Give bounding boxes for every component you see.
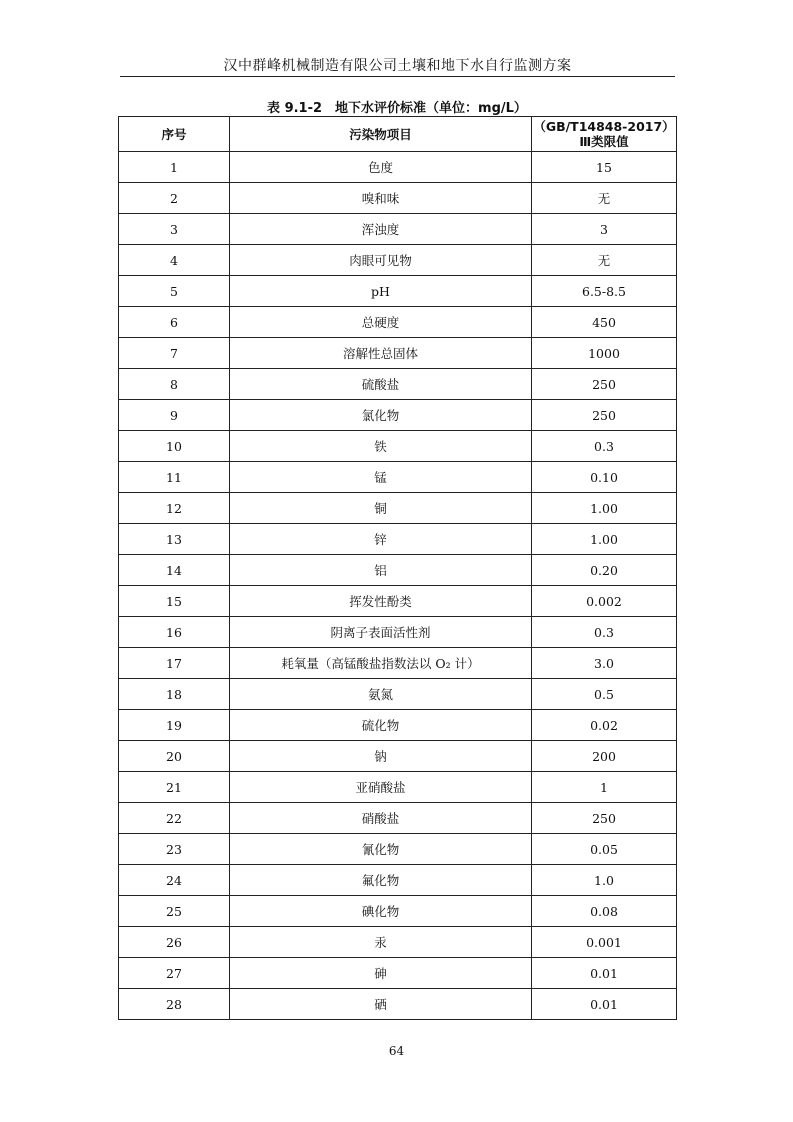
cell-limit: 250: [532, 803, 677, 834]
cell-index: 11: [119, 462, 230, 493]
cell-limit: 0.3: [532, 617, 677, 648]
cell-item: 铁: [230, 431, 532, 462]
table-row: [119, 338, 677, 369]
cell-item: 耗氧量（高锰酸盐指数法以 O₂ 计）: [230, 648, 532, 679]
cell-index: 13: [119, 524, 230, 555]
cell-limit: 0.01: [532, 989, 677, 1020]
cell-limit: 250: [532, 369, 677, 400]
cell-index: 19: [119, 710, 230, 741]
cell-index: 4: [119, 245, 230, 276]
cell-index: 22: [119, 803, 230, 834]
column-header-item: 污染物项目: [230, 117, 532, 152]
table-row: [119, 803, 677, 834]
cell-item: 铝: [230, 555, 532, 586]
cell-index: 21: [119, 772, 230, 803]
table-row: [119, 958, 677, 989]
cell-item: 砷: [230, 958, 532, 989]
cell-item: 肉眼可见物: [230, 245, 532, 276]
cell-index: 10: [119, 431, 230, 462]
table-row: [119, 834, 677, 865]
table-row: [119, 245, 677, 276]
cell-limit: 1.00: [532, 493, 677, 524]
cell-index: 14: [119, 555, 230, 586]
cell-limit: 0.002: [532, 586, 677, 617]
cell-item: 阴离子表面活性剂: [230, 617, 532, 648]
cell-item: 锰: [230, 462, 532, 493]
cell-limit: 0.01: [532, 958, 677, 989]
cell-item: 硫化物: [230, 710, 532, 741]
table-row: [119, 927, 677, 958]
cell-index: 8: [119, 369, 230, 400]
cell-index: 16: [119, 617, 230, 648]
table-row: [119, 772, 677, 803]
cell-item: 嗅和味: [230, 183, 532, 214]
table-row: [119, 679, 677, 710]
table-row: [119, 214, 677, 245]
cell-item: 硒: [230, 989, 532, 1020]
cell-item: 氟化物: [230, 865, 532, 896]
table-row: [119, 183, 677, 214]
table-row: [119, 462, 677, 493]
table-row: [119, 493, 677, 524]
cell-limit: 1.00: [532, 524, 677, 555]
cell-item: 色度: [230, 152, 532, 183]
table-caption: 表 9.1-2 地下水评价标准（单位：mg/L）: [267, 101, 527, 116]
cell-limit: 0.05: [532, 834, 677, 865]
cell-limit: 0.10: [532, 462, 677, 493]
cell-limit: 1: [532, 772, 677, 803]
page-number: 64: [388, 1044, 405, 1058]
cell-item: 挥发性酚类: [230, 586, 532, 617]
cell-item: 硫酸盐: [230, 369, 532, 400]
table-row: [119, 989, 677, 1020]
cell-index: 20: [119, 741, 230, 772]
cell-limit: 450: [532, 307, 677, 338]
cell-index: 12: [119, 493, 230, 524]
cell-limit: 6.5-8.5: [532, 276, 677, 307]
cell-limit: 3.0: [532, 648, 677, 679]
cell-index: 25: [119, 896, 230, 927]
cell-item: 氰化物: [230, 834, 532, 865]
cell-index: 2: [119, 183, 230, 214]
table-row: [119, 648, 677, 679]
column-header-limit-class: Ⅲ类限值: [579, 134, 629, 149]
cell-index: 24: [119, 865, 230, 896]
cell-limit: 无: [532, 245, 677, 276]
table-body: [119, 152, 677, 1020]
cell-limit: 15: [532, 152, 677, 183]
cell-limit: 250: [532, 400, 677, 431]
cell-limit: 3: [532, 214, 677, 245]
cell-item: 碘化物: [230, 896, 532, 927]
cell-limit: 200: [532, 741, 677, 772]
cell-item: 硝酸盐: [230, 803, 532, 834]
column-header-limit: [532, 117, 677, 152]
cell-limit: 1.0: [532, 865, 677, 896]
table-row: [119, 369, 677, 400]
cell-index: 17: [119, 648, 230, 679]
cell-index: 5: [119, 276, 230, 307]
running-header: 汉中群峰机械制造有限公司土壤和地下水自行监测方案: [223, 58, 572, 74]
cell-limit: 0.08: [532, 896, 677, 927]
cell-item: 氯化物: [230, 400, 532, 431]
cell-item: 总硬度: [230, 307, 532, 338]
cell-limit: 0.02: [532, 710, 677, 741]
table-row: [119, 524, 677, 555]
cell-limit: 0.001: [532, 927, 677, 958]
table-row: [119, 555, 677, 586]
cell-limit: 0.5: [532, 679, 677, 710]
cell-item: 铜: [230, 493, 532, 524]
cell-item: 汞: [230, 927, 532, 958]
cell-item: 溶解性总固体: [230, 338, 532, 369]
cell-item: pH: [230, 276, 532, 307]
header-rule: [120, 76, 675, 77]
table-row: [119, 276, 677, 307]
table-row: [119, 896, 677, 927]
cell-index: 7: [119, 338, 230, 369]
cell-item: 氨氮: [230, 679, 532, 710]
cell-index: 1: [119, 152, 230, 183]
table-header-row: [119, 117, 677, 152]
column-header-limit-standard: （GB/T14848-2017）: [533, 119, 675, 134]
cell-index: 3: [119, 214, 230, 245]
column-header-index: 序号: [119, 117, 230, 152]
cell-index: 28: [119, 989, 230, 1020]
cell-limit: 0.3: [532, 431, 677, 462]
cell-item: 浑浊度: [230, 214, 532, 245]
cell-index: 27: [119, 958, 230, 989]
cell-index: 6: [119, 307, 230, 338]
cell-item: 亚硝酸盐: [230, 772, 532, 803]
table-row: [119, 431, 677, 462]
cell-limit: 0.20: [532, 555, 677, 586]
table-row: [119, 741, 677, 772]
cell-item: 锌: [230, 524, 532, 555]
table-row: [119, 307, 677, 338]
table-row: [119, 865, 677, 896]
cell-index: 9: [119, 400, 230, 431]
cell-index: 26: [119, 927, 230, 958]
table-row: [119, 152, 677, 183]
cell-limit: 1000: [532, 338, 677, 369]
table-row: [119, 617, 677, 648]
table-row: [119, 400, 677, 431]
cell-item: 钠: [230, 741, 532, 772]
cell-limit: 无: [532, 183, 677, 214]
cell-index: 18: [119, 679, 230, 710]
table-row: [119, 586, 677, 617]
cell-index: 15: [119, 586, 230, 617]
cell-index: 23: [119, 834, 230, 865]
groundwater-standard-table: [118, 116, 677, 1020]
table-row: [119, 710, 677, 741]
